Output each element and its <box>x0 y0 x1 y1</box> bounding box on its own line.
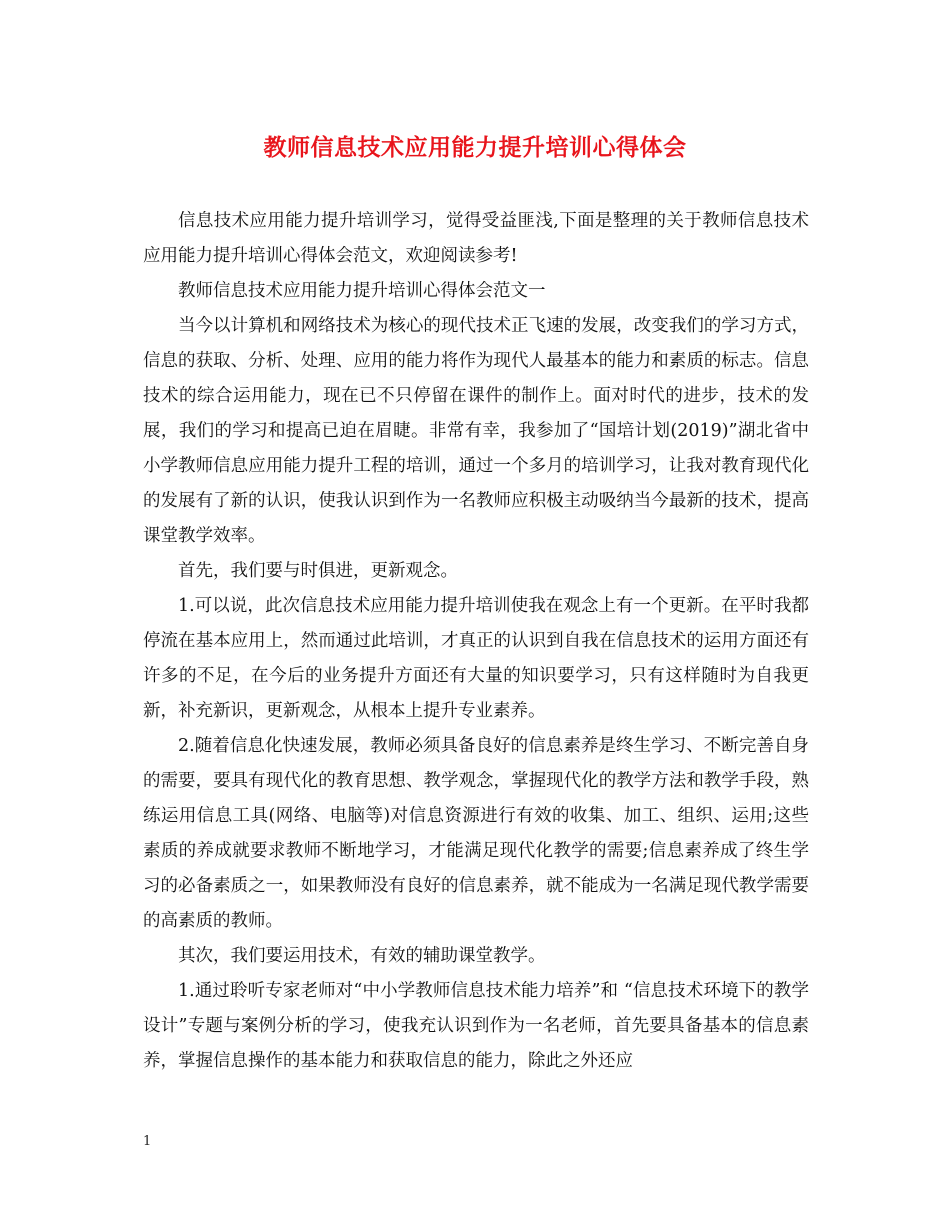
page-number: 1 <box>143 1134 152 1149</box>
paragraph-subheading: 教师信息技术应用能力提升培训心得体会范文一 <box>178 281 546 301</box>
document-title: 教师信息技术应用能力提升培训心得体会 <box>263 134 687 161</box>
paragraph-point-2: 2.随着信息化快速发展，教师必须具备良好的信息素养是终生学习、不断完善自身的需要，要具有现代化的教育思想、教学观念，掌握现代化的教学方法和教学手段，熟练运用信息工具(网络、电脑等)对信息资源进行有效的收集、加工、组织、运用;这些素质的养成就要求教师不断地学习，才能满足现代化教学的需要;信息素养成了终生学习的必备素质之一，如果教师没有良好的信息素养，就不能成为一名满足现代教学需要的高素质的教师。 <box>143 736 809 931</box>
document-body <box>143 204 809 1079</box>
paragraph-point-1b: 1.通过聆听专家老师对“中小学教师信息技术能力培养”和 “信息技术环境下的教学设计”专题与案例分析的学习，使我充认识到作为一名老师，首先要具备基本的信息素养，掌握信息操作的基本能力和获取信息的能力，除此之外还应 <box>143 981 809 1071</box>
paragraph-intro: 信息技术应用能力提升培训学习，觉得受益匪浅,下面是整理的关于教师信息技术应用能力提升培训心得体会范文，欢迎阅读参考! <box>143 211 809 266</box>
paragraph-section-first: 首先，我们要与时俱进，更新观念。 <box>178 561 458 581</box>
paragraph-background: 当今以计算机和网络技术为核心的现代技术正飞速的发展，改变我们的学习方式，信息的获取、分析、处理、应用的能力将作为现代人最基本的能力和素质的标志。信息技术的综合运用能力，现在已不只停留在课件的制作上。面对时代的进步，技术的发展，我们的学习和提高已迫在眉睫。非常有幸，我参加了“国培计划(2019)”湖北省中小学教师信息应用能力提升工程的培训，通过一个多月的培训学习，让我对教育现代化的发展有了新的认识，使我认识到作为一名教师应积极主动吸纳当今最新的技术，提高课堂教学效率。 <box>143 316 809 546</box>
paragraph-point-1: 1.可以说，此次信息技术应用能力提升培训使我在观念上有一个更新。在平时我都停流在基本应用上，然而通过此培训，才真正的认识到自我在信息技术的运用方面还有许多的不足，在今后的业务提升方面还有大量的知识要学习，只有这样随时为自我更新，补充新识，更新观念，从根本上提升专业素养。 <box>143 596 809 721</box>
paragraph-section-second: 其次，我们要运用技术，有效的辅助课堂教学。 <box>178 946 546 966</box>
